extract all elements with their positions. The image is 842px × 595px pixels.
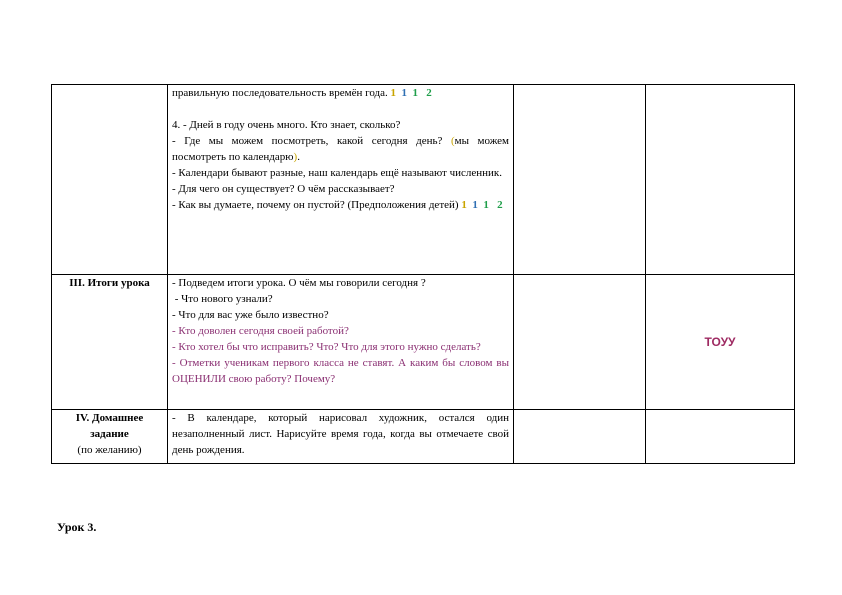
digit: 2 — [497, 199, 503, 211]
stage-note: (по желанию) — [77, 444, 142, 456]
lesson-table — [51, 84, 795, 464]
stage-cell — [52, 85, 168, 275]
text-line: 4. - Дней в году очень много. Кто знает, сколько? — [172, 119, 401, 131]
lesson-heading: Урок 3. — [57, 520, 97, 534]
empty-cell — [646, 85, 795, 275]
text-line: - Подведем итоги урока. О чём мы говорили сегодня ? — [172, 277, 426, 289]
digit: 1 — [401, 87, 407, 99]
digit: 2 — [426, 87, 432, 99]
text-line: - Отметки ученикам первого класса не ставят. А каким бы словом вы ОЦЕНИЛИ свою работу? Почему? — [172, 357, 509, 385]
text-line: правильную последовательность времён года. — [172, 87, 388, 99]
content-cell — [168, 410, 514, 464]
content-cell — [168, 275, 514, 410]
stage-title: III. Итоги урока — [69, 277, 150, 289]
text-line: - В календаре, который нарисовал художник, остался один незаполненный лист. Нарисуйте время года, когда вы отмечаете свой день рождения. — [172, 412, 509, 456]
touu-label: ТОУУ — [646, 275, 795, 410]
digit: 1 — [461, 199, 467, 211]
text-line: - Кто доволен сегодня своей работой? — [172, 325, 349, 337]
text-line: - Где мы можем посмотреть, какой сегодня день? — [172, 135, 443, 147]
text-line: - Что нового узнали? — [172, 293, 273, 305]
table-row — [52, 275, 795, 410]
empty-cell — [514, 275, 646, 410]
digit: 1 — [483, 199, 489, 211]
digit: 1 — [412, 87, 418, 99]
table-row — [52, 410, 795, 464]
stage-title: задание — [90, 428, 129, 440]
text-line: - Кто хотел бы что исправить? Что? Что для этого нужно сделать? — [172, 341, 481, 353]
text-line: - Для чего он существует? О чём рассказывает? — [172, 183, 395, 195]
content-cell: правильную последовательность времён года. 1 1 1 2 4. - Дней в году очень много. Кто знает, сколько? - Где мы можем посмотреть, какой сегодня день? (мы можем посмотреть по календарю). - Календари бывают разные, наш календарь ещё называют численник. - Для чего он существует? О чём рассказывает? - Как вы думаете, почему он пустой? (Предположения детей) 1 1 1 2 — [168, 85, 514, 275]
text-line: - Календари бывают разные, наш календарь ещё называют численник. — [172, 167, 503, 179]
digit: 1 — [472, 199, 478, 211]
empty-cell — [514, 85, 646, 275]
text-line: - Как вы думаете, почему он пустой? (Предположения детей) — [172, 199, 459, 211]
digit: 1 — [390, 87, 396, 99]
text-line: - Что для вас уже было известно? — [172, 309, 329, 321]
stage-cell — [52, 410, 168, 464]
table-row — [52, 85, 795, 275]
stage-cell — [52, 275, 168, 410]
empty-cell — [646, 410, 795, 464]
empty-cell — [514, 410, 646, 464]
stage-title: IV. Домашнее — [75, 412, 144, 424]
answer-text: мы можем посмотреть по календарю — [172, 135, 510, 163]
